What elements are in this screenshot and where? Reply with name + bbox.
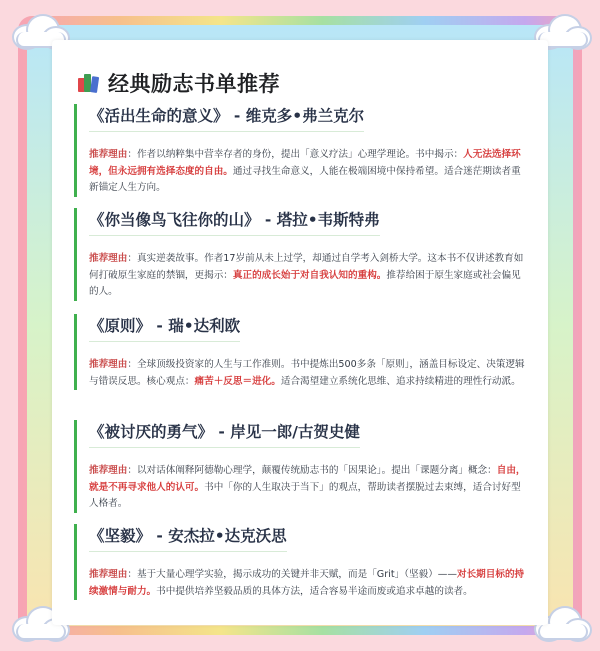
page-title: 经典励志书单推荐 [108,72,280,96]
reason-text: 推荐给困于原生家庭或社会偏见的人。 [89,269,521,297]
key-quote: 对长期目标的持续激情与耐力。 [89,569,525,597]
key-quote: 真正的成长始于对自我认知的重构。 [232,269,387,281]
reason-text: ：真实逆袭故事。作者17岁前从未上过学，却通过自学考入剑桥大学。这本书不仅讲述教育如何打破原生家庭的禁锢，更揭示： [89,253,524,281]
book-description [89,251,527,301]
book-heading: 《坚毅》 - 安杰拉•达克沃思 [89,524,287,552]
reason-text: ：基于大量心理学实验，揭示成功的关键并非天赋，而是「Grit」（坚毅）—— [127,569,457,580]
page-header [78,68,280,98]
book-heading: 《你当像鸟飞往你的山》 - 塔拉•韦斯特弗 [89,208,380,236]
reason-text: 适合渴望建立系统化思维、追求持续精进的理性行动派。 [280,375,521,387]
key-quote: 痛苦＋反思＝进化。 [194,375,281,387]
book-description [89,463,527,513]
reason-label: 推荐理由 [89,465,128,476]
book-heading: 《被讨厌的勇气》 - 岸见一郎/古贺史健 [89,420,360,448]
reason-text: 书中「你的人生取决于当下」的观点，帮助读者摆脱过去束缚，适合讨好型人格者。 [89,481,521,509]
book-description [89,357,527,390]
book-description [89,567,527,600]
book-section [74,314,532,390]
key-quote: 人无法选择环境，但永远拥有选择态度的自由。 [89,149,521,177]
book-section [74,208,532,301]
book-heading: 《活出生命的意义》 - 维克多•弗兰克尔 [89,104,364,132]
book-section [74,104,532,197]
reason-label: 推荐理由 [89,569,128,580]
key-quote: 自由，就是不再寻求他人的认可。 [89,465,526,493]
reason-text: ：以对话体阐释阿德勒心理学，颠覆传统励志书的「因果论」。提出「课题分离」概念： [127,465,497,476]
reason-text: ：全球顶级投资家的人生与工作准则。书中提炼出500多条「原则」，涵盖目标设定、决策逻辑与错误反思。核心观点： [89,359,525,387]
reason-label: 推荐理由 [89,253,128,264]
reason-text: 通过寻找生命意义，人能在极端困境中保持希望。适合迷茫期读者重新锚定人生方向。 [89,165,521,193]
book-heading: 《原则》 - 瑞•达利欧 [89,314,240,342]
content-card [52,40,548,625]
book-section [74,524,532,600]
book-section [74,420,532,513]
reason-text: ：作者以纳粹集中营幸存者的身份，提出「意义疗法」心理学理论。书中揭示： [127,149,464,160]
book-description [89,147,527,197]
books-icon [78,74,98,92]
reason-label: 推荐理由 [89,359,128,370]
reason-label: 推荐理由 [89,149,128,160]
reason-text: 书中提供培养坚毅品质的具体方法，适合容易半途而废或追求卓越的读者。 [156,585,473,597]
